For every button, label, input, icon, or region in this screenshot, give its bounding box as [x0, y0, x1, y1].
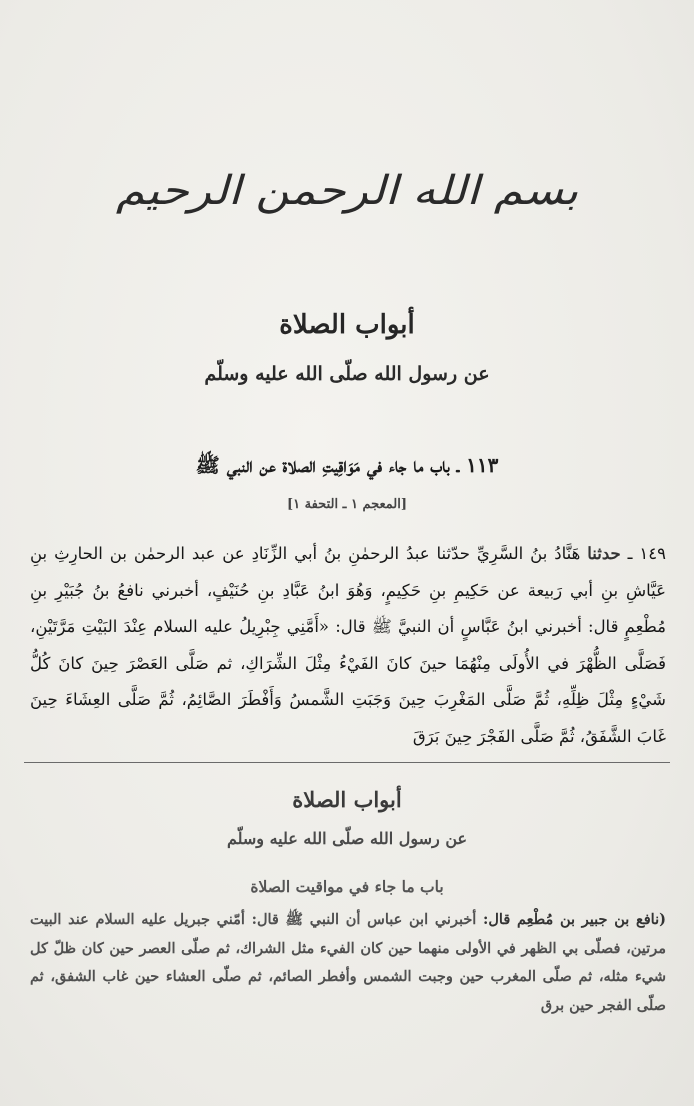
- chapter-bab-word: باب: [430, 453, 450, 477]
- commentary-subtitle: عن رسول الله صلّى الله عليه وسلّم: [226, 829, 468, 848]
- hadith-dash: ـ: [620, 544, 633, 563]
- chapter-heading: [0, 453, 694, 482]
- hadith-lead-word: حدثنا: [587, 544, 621, 563]
- commentary-lead: (نافع بن جبير بن مُطْعِم قال:: [483, 911, 666, 928]
- chapter-title: ما جاء في مَوَاقِيتِ الصلاة عن النبي ﷺ: [195, 453, 424, 477]
- chapter-dash: ـ: [449, 453, 460, 477]
- section-divider: [24, 762, 670, 763]
- hadith-body: هَنَّادُ بنُ السَّرِيِّ حدّثنا عبدُ الرحمٰنِ بنُ أبي الزِّنَادِ عن عبد الرحمٰن بن الحارِثِ بنِ عَيَّاشِ بنِ أبي رَبيعة عن حَكِيمِ بنِ حَكِيمٍ، وَهُوَ ابنُ عَبَّادِ بنِ حُنَيْفٍ، أخبرني نافعُ بنُ جُبَيْرِ بنِ مُطْعِمٍ قال: أخبرني ابنُ عَبَّاسٍ أن النبيَّ ﷺ قال: «أَمَّنِي جِبْرِيلُ عليه السلام عِنْدَ البَيْتِ مَرَّتَيْنِ، فَصَلَّى الظُّهْرَ في الأُولَى مِنْهُمَا حينَ كانَ الفَيْءُ مِثْلَ الشِّرَاكِ، ثم صَلَّى العَصْرَ حِينَ كانَ كُلُّ شَيْءٍ مِثْلَ ظِلِّهِ، ثُمَّ صَلَّى المَغْرِبَ حِينَ وَجَبَتِ الشَّمسُ وَأَفْطَرَ الصَّائِمُ، ثُمَّ صَلَّى العِشَاءَ حِينَ غَابَ الشَّفَقُ، ثُمَّ صَلَّى الفَجْرَ حِينَ بَرَقَ: [30, 544, 666, 746]
- commentary-text-block: [30, 906, 666, 1020]
- commentary-title: أبواب الصلاة: [292, 787, 402, 812]
- page-subtitle: عن رسول الله صلّى الله عليه وسلّم: [204, 363, 490, 385]
- chapter-number: ١١٣: [466, 453, 499, 477]
- page-title: أبواب الصلاة: [279, 310, 415, 340]
- hadith-text-block: [30, 536, 666, 755]
- chapter-reference: [المعجم ١ ـ التحفة ١]: [286, 497, 408, 512]
- commentary-body: أخبرني ابن عباس أن النبي ﷺ قال: أمّني جبريل عليه السلام عند البيت مرتين، فصلّى بي الظهر في الأولى منهما حين كان الفيء مثل الشراك، ثم صلّى العصر حين كان ظلّ كل شيء مثله، ثم صلّى المغرب حين وجبت الشمس وأفطر الصائم، ثم صلّى العشاء حين غاب الشفق، ثم صلّى الفجر حين برق: [30, 911, 666, 1014]
- hadith-number: ١٤٩: [639, 544, 666, 563]
- commentary-chapter-title: باب ما جاء في مواقيت الصلاة: [250, 877, 444, 896]
- basmala-calligraphy: بسم الله الرحمن الرحيم: [115, 168, 579, 214]
